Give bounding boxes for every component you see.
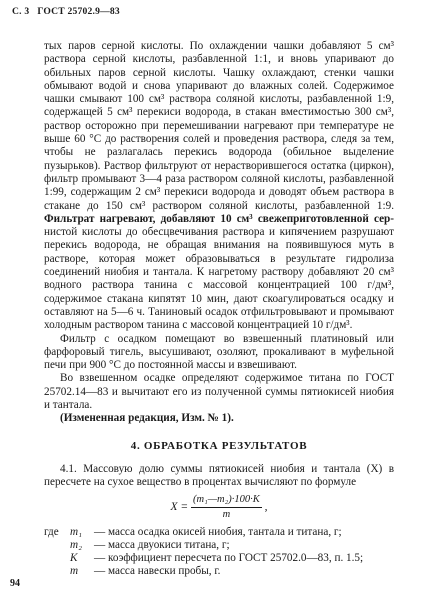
formula-denominator: m <box>222 508 231 520</box>
legend-row <box>44 526 394 539</box>
formula-numerator: (m₁—m₂)·100·K <box>191 493 262 508</box>
legend-symbol: m <box>70 565 79 578</box>
legend-row <box>44 552 394 565</box>
paragraph-2: Фильтр с осадком помещают во взвешенный платиновый или фарфоровый тигель, высушивают, озоляют, прокаливают в муфельной печи при 900 °С до постоянной массы и взвешивают. <box>44 332 394 372</box>
paragraph-1: тых паров серной кислоты. По охлаждении чашки добавляют 5 см³ раствора серной кислоты, разбавленной 1:1, и вновь упаривают до обильных паров серной кислоты. Чашку охлаждают, стенки чашки обмывают водой и снова упаривают до влажных солей. Содержимое чашки смывают 100 см³ раствора соляной кислоты, разбавленной 1:9, содержащей 5 см³ перекиси водорода, в стакан вместимостью 300 см³, раствор осторожно при перемешивании нагревают при температуре не выше 60 °С до растворения солей и проведения раствора, следя за тем, чтобы не разлагалась перекись водорода (обильное выделение пузырьков). Раствор фильтруют от нерастворившегося остатка (циркон), фильтр промывают 3—4 раза раствором соляной кислоты, разбавленной 1:99, содержащим 2 см³ перекиси водорода и доводят объем раствора в стакане до 150 см³ раствором соляной кислоты, разбавленной 1:9. Фильтрат нагревают, добавляют 10 см³ свежеприготовленной сер-нистой кислоты до обесцвечивания раствора и кипячением разрушают перекись водорода, не обращая внимания на появившуюся муть в растворе, которая может образовываться в результате гидролиза соединений ниобия и тантала. К нагретому раствору добавляют 20 см³ водного раствора танина с массовой концентрацией 100 г/дм³, содержимое стакана кипятят 10 мин, дают скоагулироваться осадку и оставляют на 5—6 ч. Таниновый осадок отфильтровывают и промывают холодным раствором танина с массовой концентрацией 10 г/дм³. <box>44 40 394 332</box>
page-label: С. 3 <box>12 6 30 17</box>
formula-fraction <box>191 493 262 522</box>
legend-symbol: m₂ <box>70 538 82 551</box>
paragraph-1-bold: Фильтрат нагревают, добавляют 10 см³ свежеприготовленной сер- <box>44 212 394 225</box>
standard-code: ГОСТ 25702.9—83 <box>37 6 120 17</box>
legend-text: — коэффициент пересчета по ГОСТ 25702.0—83, п. 1.5; <box>94 552 364 565</box>
legend-row <box>44 539 394 552</box>
formula-legend <box>44 526 394 579</box>
document-body <box>44 40 394 579</box>
formula <box>44 493 394 522</box>
revision-note: (Измененная редакция, Изм. № 1). <box>60 412 234 425</box>
clause-4-1: 4.1. Массовую долю суммы пятиокисей ниобия и тантала (X) в пересчете на сухое вещество в процентах вычисляют по формуле <box>44 462 394 489</box>
legend-row <box>44 565 394 578</box>
formula-trailing: , <box>264 500 268 513</box>
page-number: 94 <box>10 578 20 589</box>
paragraph-3: Во взвешенном осадке определяют содержимое титана по ГОСТ 25702.14—83 и вычитают его из полученной суммы пятиокисей ниобия и тантала. <box>44 372 394 412</box>
legend-symbol: m₁ <box>70 525 82 538</box>
running-header <box>12 6 120 17</box>
legend-text: — масса навески пробы, г. <box>94 565 221 578</box>
legend-text: — масса двуокиси титана, г; <box>94 538 230 551</box>
section-heading: 4. ОБРАБОТКА РЕЗУЛЬТАТОВ <box>130 439 308 452</box>
formula-lhs: X = <box>170 500 189 513</box>
legend-symbol: K <box>70 552 78 565</box>
legend-intro: где <box>44 525 59 538</box>
paragraph-1-tail: нистой кислоты до обесцвечивания раствора и кипячением разрушают перекись водорода, не обращая внимания на появившуюся муть в растворе, которая может образовываться в результате гидролиза соединений ниобия и тантала. К нагретому раствору добавляют 20 см³ водного раствора танина с массовой концентрацией 100 г/дм³, содержимое стакана кипятят 10 мин, дают скоагулироваться осадку и оставляют на 5—6 ч. Таниновый осадок отфильтровывают и промывают холодным раствором танина с массовой концентрацией 10 г/дм³. <box>44 226 394 332</box>
legend-text: — масса осадка окисей ниобия, тантала и титана, г; <box>94 525 342 538</box>
